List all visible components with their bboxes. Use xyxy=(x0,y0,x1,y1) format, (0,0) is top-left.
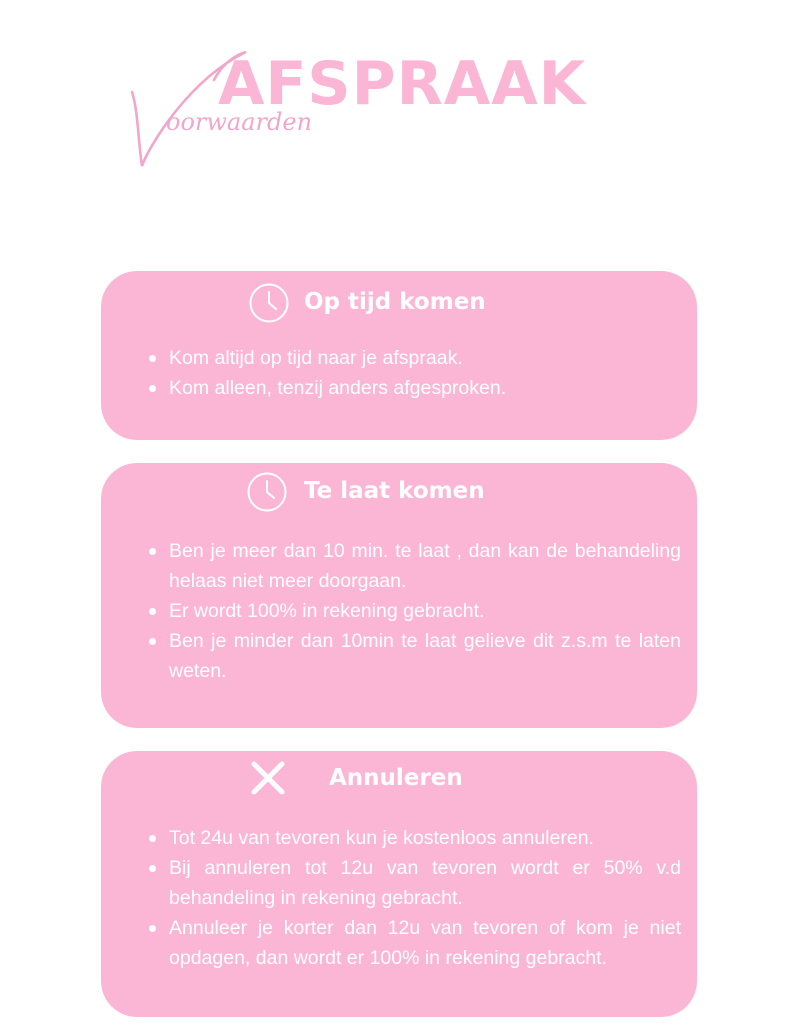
list-item: Kom altijd op tijd naar je afspraak. xyxy=(147,343,681,373)
list-item: Ben je meer dan 10 min. te laat , dan kan de behandeling helaas niet meer doorgaan. xyxy=(147,536,681,596)
list-item: Ben je minder dan 10min te laat gelieve dit z.s.m te laten weten. xyxy=(147,626,681,686)
section-card-on-time xyxy=(101,271,697,440)
section-header xyxy=(101,463,697,523)
section-list xyxy=(147,343,681,403)
section-card-late xyxy=(101,463,697,728)
section-title: Op tijd komen xyxy=(304,289,486,315)
list-item: Bij annuleren tot 12u van tevoren wordt er 50% v.d behandeling in rekening gebracht. xyxy=(147,853,681,913)
section-header xyxy=(101,751,697,811)
clock-icon xyxy=(246,471,288,513)
section-header xyxy=(101,271,697,331)
section-list xyxy=(147,536,681,686)
section-list xyxy=(147,823,681,973)
clock-icon xyxy=(248,282,290,324)
list-item: Annuleer je korter dan 12u van tevoren of kom je niet opdagen, dan wordt er 100% in rekening gebracht. xyxy=(147,913,681,973)
list-item: Kom alleen, tenzij anders afgesproken. xyxy=(147,373,681,403)
section-title: Annuleren xyxy=(329,765,463,791)
page-title xyxy=(128,40,598,180)
section-card-cancel xyxy=(101,751,697,1017)
section-title: Te laat komen xyxy=(304,478,485,504)
title-script: oorwaarden xyxy=(166,108,313,136)
title-main: AFSPRAAK xyxy=(218,49,587,119)
list-item: Er wordt 100% in rekening gebracht. xyxy=(147,596,681,626)
close-icon xyxy=(247,757,289,799)
list-item: Tot 24u van tevoren kun je kostenloos annuleren. xyxy=(147,823,681,853)
